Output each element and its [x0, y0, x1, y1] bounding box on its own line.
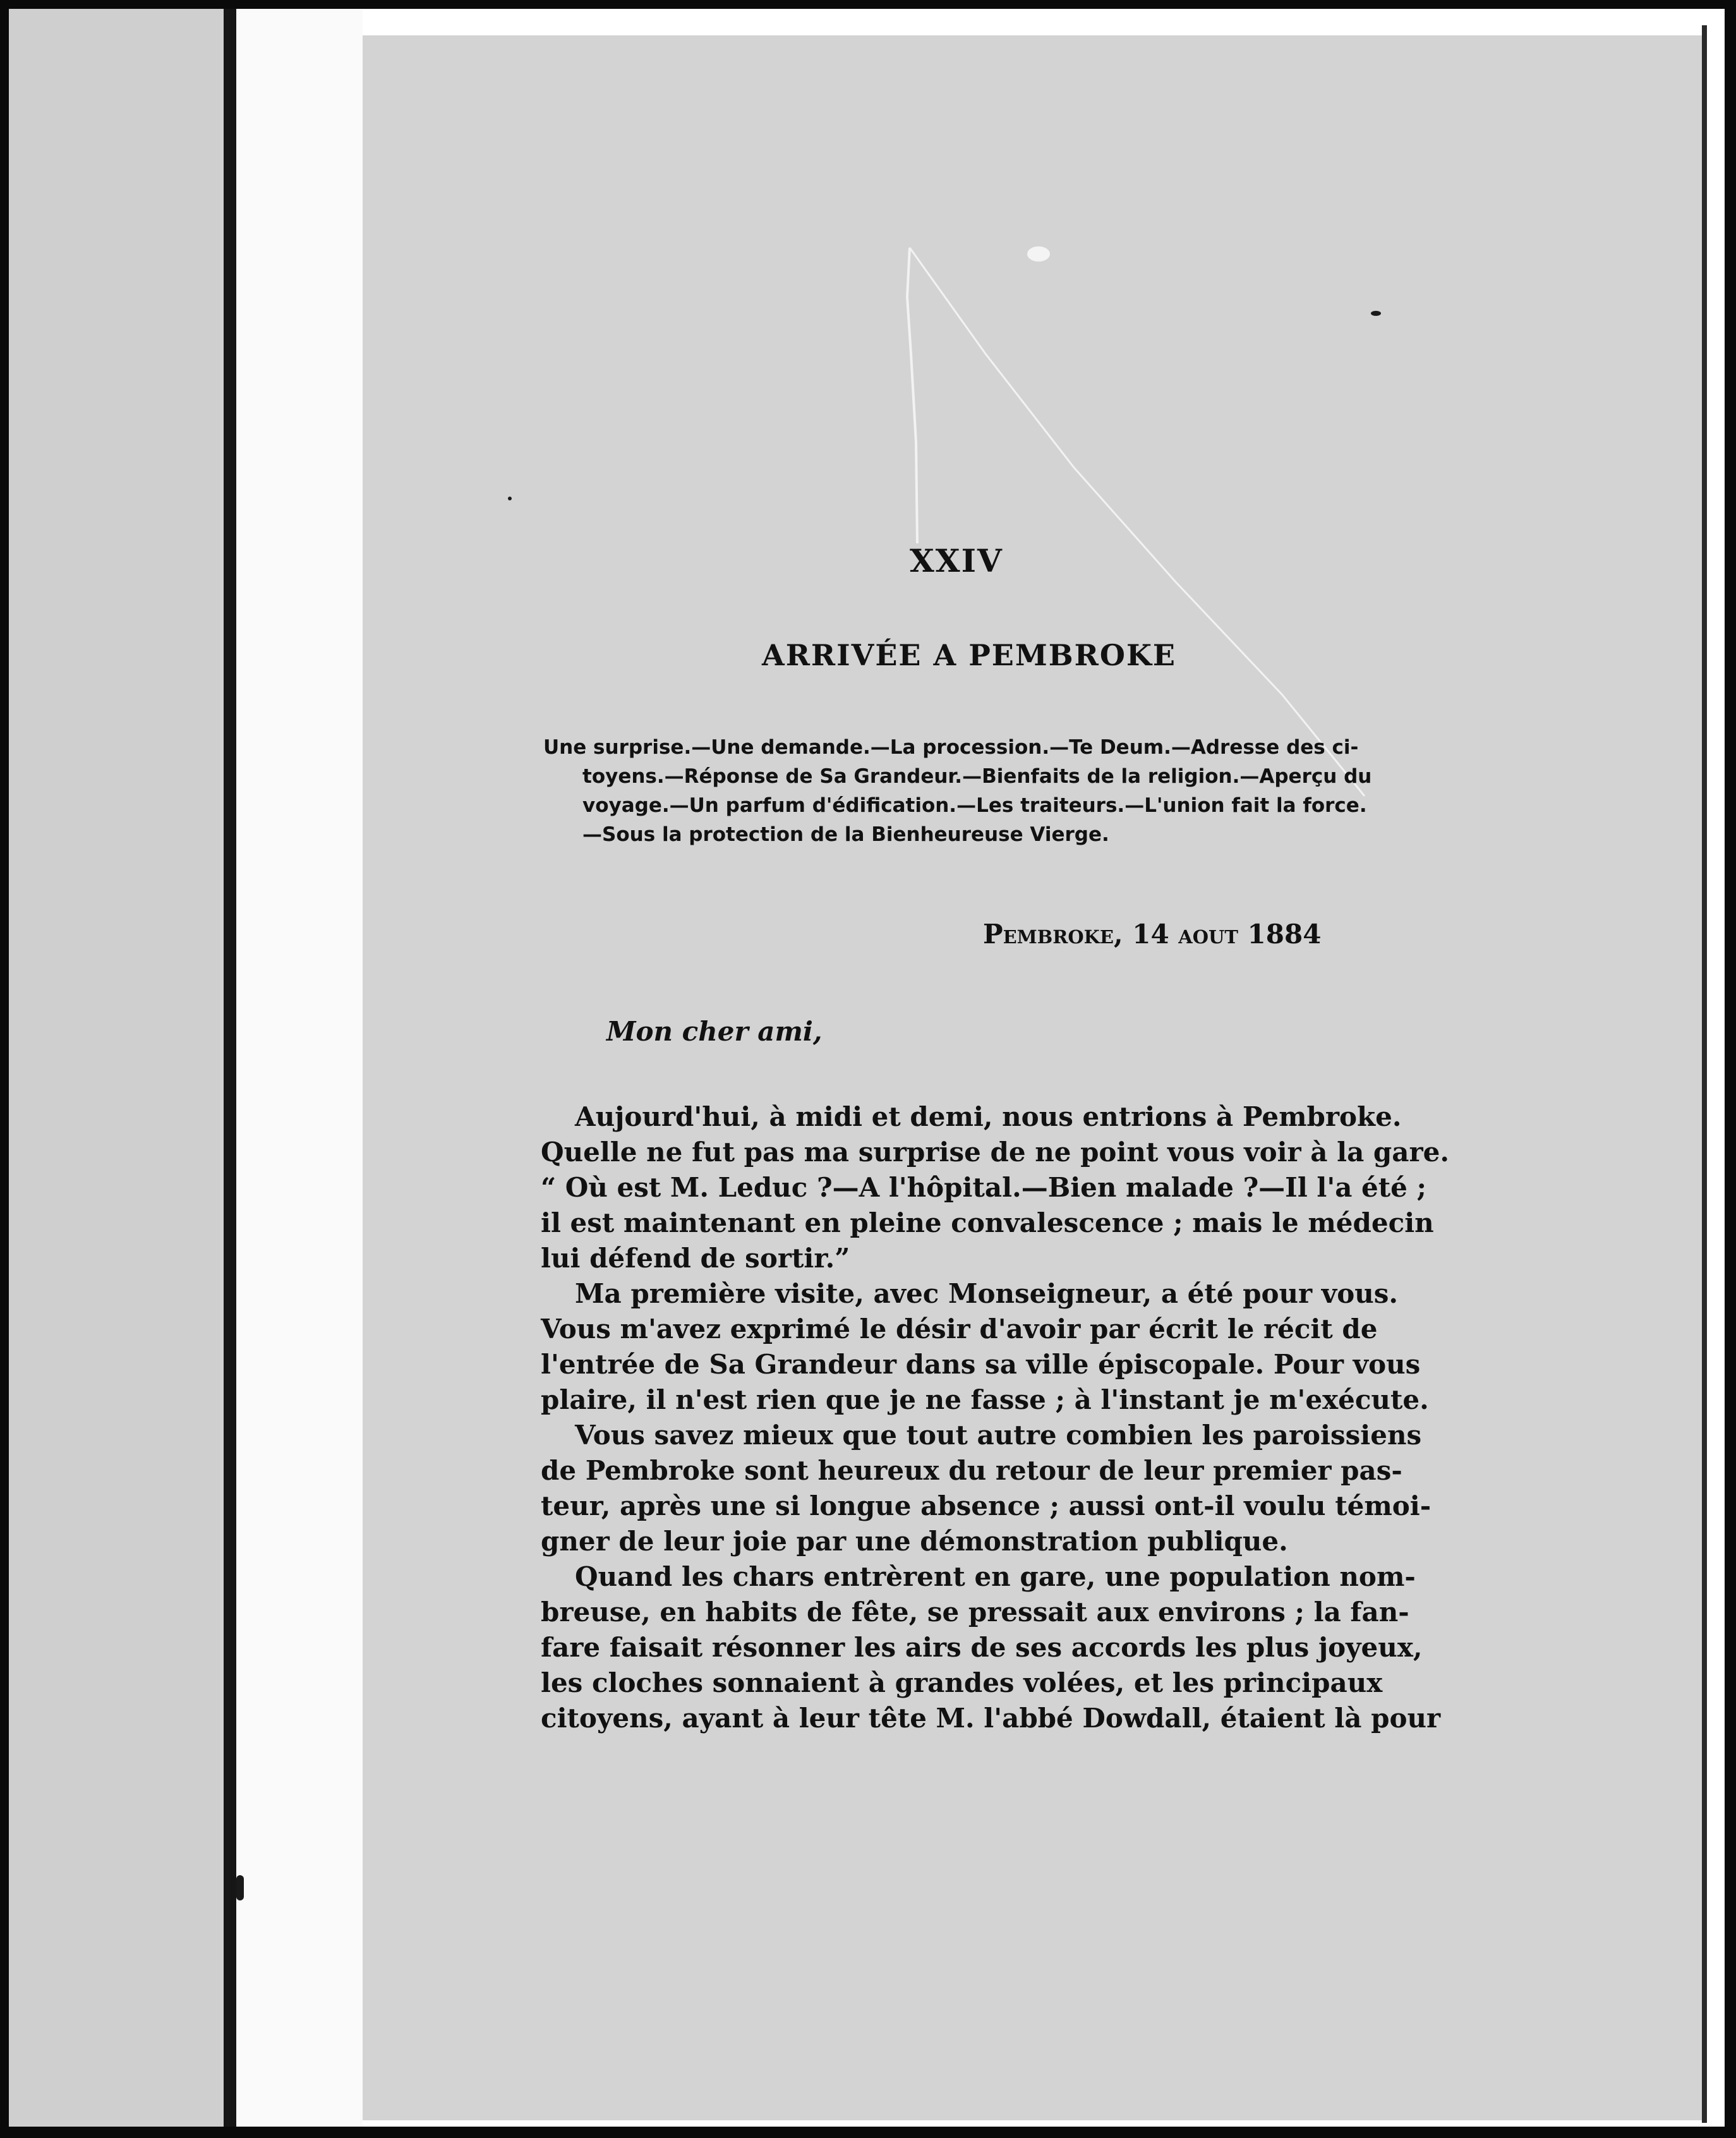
summary-line: —Sous la protection de la Bienheureuse Vierge.	[582, 823, 1109, 846]
chapter-summary	[543, 733, 1372, 849]
chapter-title: ARRIVÉE A PEMBROKE	[762, 638, 1176, 672]
body-line: de Pembroke sont heureux du retour de leur premier pas-	[541, 1455, 1402, 1486]
frame-bottom-border	[0, 2127, 1736, 2138]
body-line: Ma première visite, avec Monseigneur, a été pour vous.	[575, 1278, 1399, 1309]
summary-line: voyage.—Un parfum d'édification.—Les traiteurs.—L'union fait la force.	[582, 794, 1367, 817]
body-line: fare faisait résonner les airs de ses accords les plus joyeux,	[541, 1632, 1423, 1663]
facing-page-edge	[9, 9, 224, 2127]
body-line: Quand les chars entrèrent en gare, une population nom-	[575, 1561, 1416, 1592]
scan-speck	[1371, 311, 1381, 316]
scanned-page	[363, 35, 1702, 2120]
summary-line: toyens.—Réponse de Sa Grandeur.—Bienfaits de la religion.—Aperçu du	[582, 765, 1372, 788]
body-line: il est maintenant en pleine convalescence ; mais le médecin	[541, 1207, 1434, 1238]
body-line: citoyens, ayant à leur tête M. l'abbé Dowdall, étaient là pour	[541, 1703, 1441, 1734]
letter-salutation: Mon cher ami,	[606, 1016, 823, 1047]
scan-speck	[236, 1875, 244, 1900]
book-spine	[224, 9, 236, 2127]
body-line: l'entrée de Sa Grandeur dans sa ville épiscopale. Pour vous	[541, 1349, 1421, 1380]
body-line: teur, après une si longue absence ; aussi ont-il voulu témoi-	[541, 1490, 1432, 1521]
frame-top-border	[0, 0, 1736, 9]
body-line: Quelle ne fut pas ma surprise de ne point vous voir à la gare.	[541, 1137, 1449, 1168]
body-line: breuse, en habits de fête, se pressait aux environs ; la fan-	[541, 1597, 1409, 1628]
page-gutter	[236, 9, 363, 2127]
body-line: Vous m'avez exprimé le désir d'avoir par écrit le récit de	[541, 1314, 1378, 1344]
body-line: les cloches sonnaient à grandes volées, et les principaux	[541, 1667, 1383, 1698]
body-line: gner de leur joie par une démonstration publique.	[541, 1526, 1288, 1557]
body-line: Aujourd'hui, à midi et demi, nous entrions à Pembroke.	[575, 1101, 1402, 1132]
body-line: Vous savez mieux que tout autre combien les paroissiens	[575, 1420, 1422, 1451]
scan-speck	[508, 497, 512, 500]
body-line: lui défend de sortir.”	[541, 1243, 850, 1274]
body-line: “ Où est M. Leduc ?—A l'hôpital.—Bien malade ?—Il l'a été ;	[541, 1172, 1427, 1203]
page-right-edge	[1702, 25, 1707, 2123]
chapter-number: XXIV	[910, 542, 1003, 579]
body-line: plaire, il n'est rien que je ne fasse ; à l'instant je m'exécute.	[541, 1384, 1429, 1415]
summary-line: Une surprise.—Une demande.—La procession.—Te Deum.—Adresse des ci-	[543, 736, 1359, 759]
frame-right-border	[1725, 0, 1736, 2138]
dateline-date: 14 aout 1884	[1132, 919, 1322, 950]
frame-left-border	[0, 0, 9, 2138]
dateline-place: Pembroke,	[983, 919, 1123, 950]
letter-dateline	[983, 919, 1321, 950]
letter-body	[541, 1099, 1449, 1736]
